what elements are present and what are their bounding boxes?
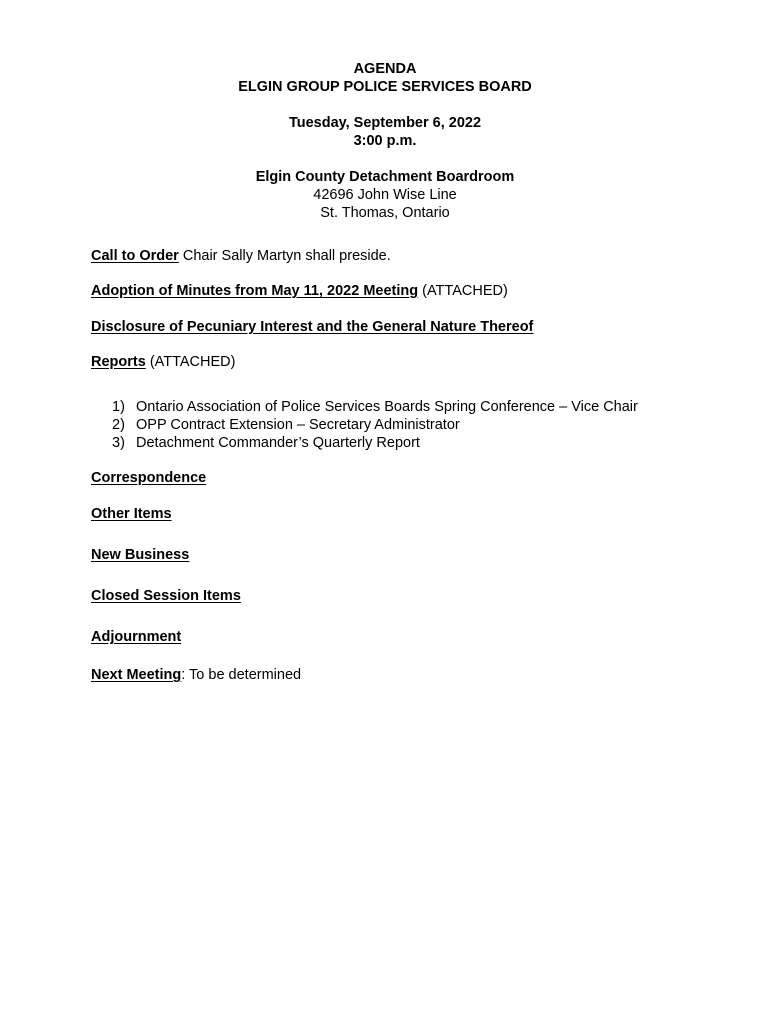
list-text: OPP Contract Extension – Secretary Administrator	[136, 417, 460, 433]
item-text: : To be determined	[181, 667, 302, 683]
item-call-to-order	[91, 247, 391, 265]
list-text: Detachment Commander’s Quarterly Report	[136, 435, 420, 451]
reports-list	[112, 398, 638, 452]
item-disclosure	[91, 318, 533, 336]
item-reports	[91, 353, 235, 371]
item-adoption-of-minutes	[91, 282, 508, 300]
item-heading: Closed Session Items	[91, 588, 241, 604]
item-other-items	[91, 505, 172, 523]
agenda-header	[0, 60, 770, 96]
location-name: Elgin County Detachment Boardroom	[255, 169, 515, 185]
item-text: Chair Sally Martyn shall preside.	[178, 248, 391, 264]
item-heading: Adjournment	[91, 629, 182, 645]
location-city: St. Thomas, Ontario	[320, 205, 450, 221]
item-text: (ATTACHED)	[418, 283, 508, 299]
item-text: (ATTACHED)	[145, 354, 236, 370]
list-item	[112, 416, 638, 434]
agenda-title: AGENDA	[353, 61, 417, 77]
list-item	[112, 398, 638, 416]
list-item	[112, 434, 638, 452]
location-address: 42696 John Wise Line	[313, 187, 457, 203]
meeting-time: 3:00 p.m.	[353, 133, 417, 149]
list-number: 3)	[112, 435, 125, 451]
item-heading: New Business	[91, 547, 190, 563]
item-heading: Adoption of Minutes from May 11, 2022 Meeting	[91, 283, 419, 299]
item-heading: Disclosure of Pecuniary Interest and the General Nature Thereof	[91, 319, 534, 335]
item-next-meeting	[91, 666, 301, 684]
item-adjournment	[91, 628, 181, 646]
item-closed-session	[91, 587, 241, 605]
item-heading: Reports	[91, 354, 146, 370]
list-number: 1)	[112, 399, 125, 415]
item-correspondence	[91, 469, 206, 487]
item-heading: Call to Order	[91, 248, 179, 264]
item-heading: Correspondence	[91, 470, 207, 486]
meeting-location	[0, 168, 770, 222]
item-heading: Other Items	[91, 506, 172, 522]
meeting-datetime	[0, 114, 770, 150]
board-name: ELGIN GROUP POLICE SERVICES BOARD	[238, 79, 532, 95]
list-number: 2)	[112, 417, 125, 433]
item-new-business	[91, 546, 189, 564]
item-heading: Next Meeting	[91, 667, 182, 683]
list-text: Ontario Association of Police Services Boards Spring Conference – Vice Chair	[136, 399, 638, 415]
meeting-date: Tuesday, September 6, 2022	[288, 115, 482, 131]
